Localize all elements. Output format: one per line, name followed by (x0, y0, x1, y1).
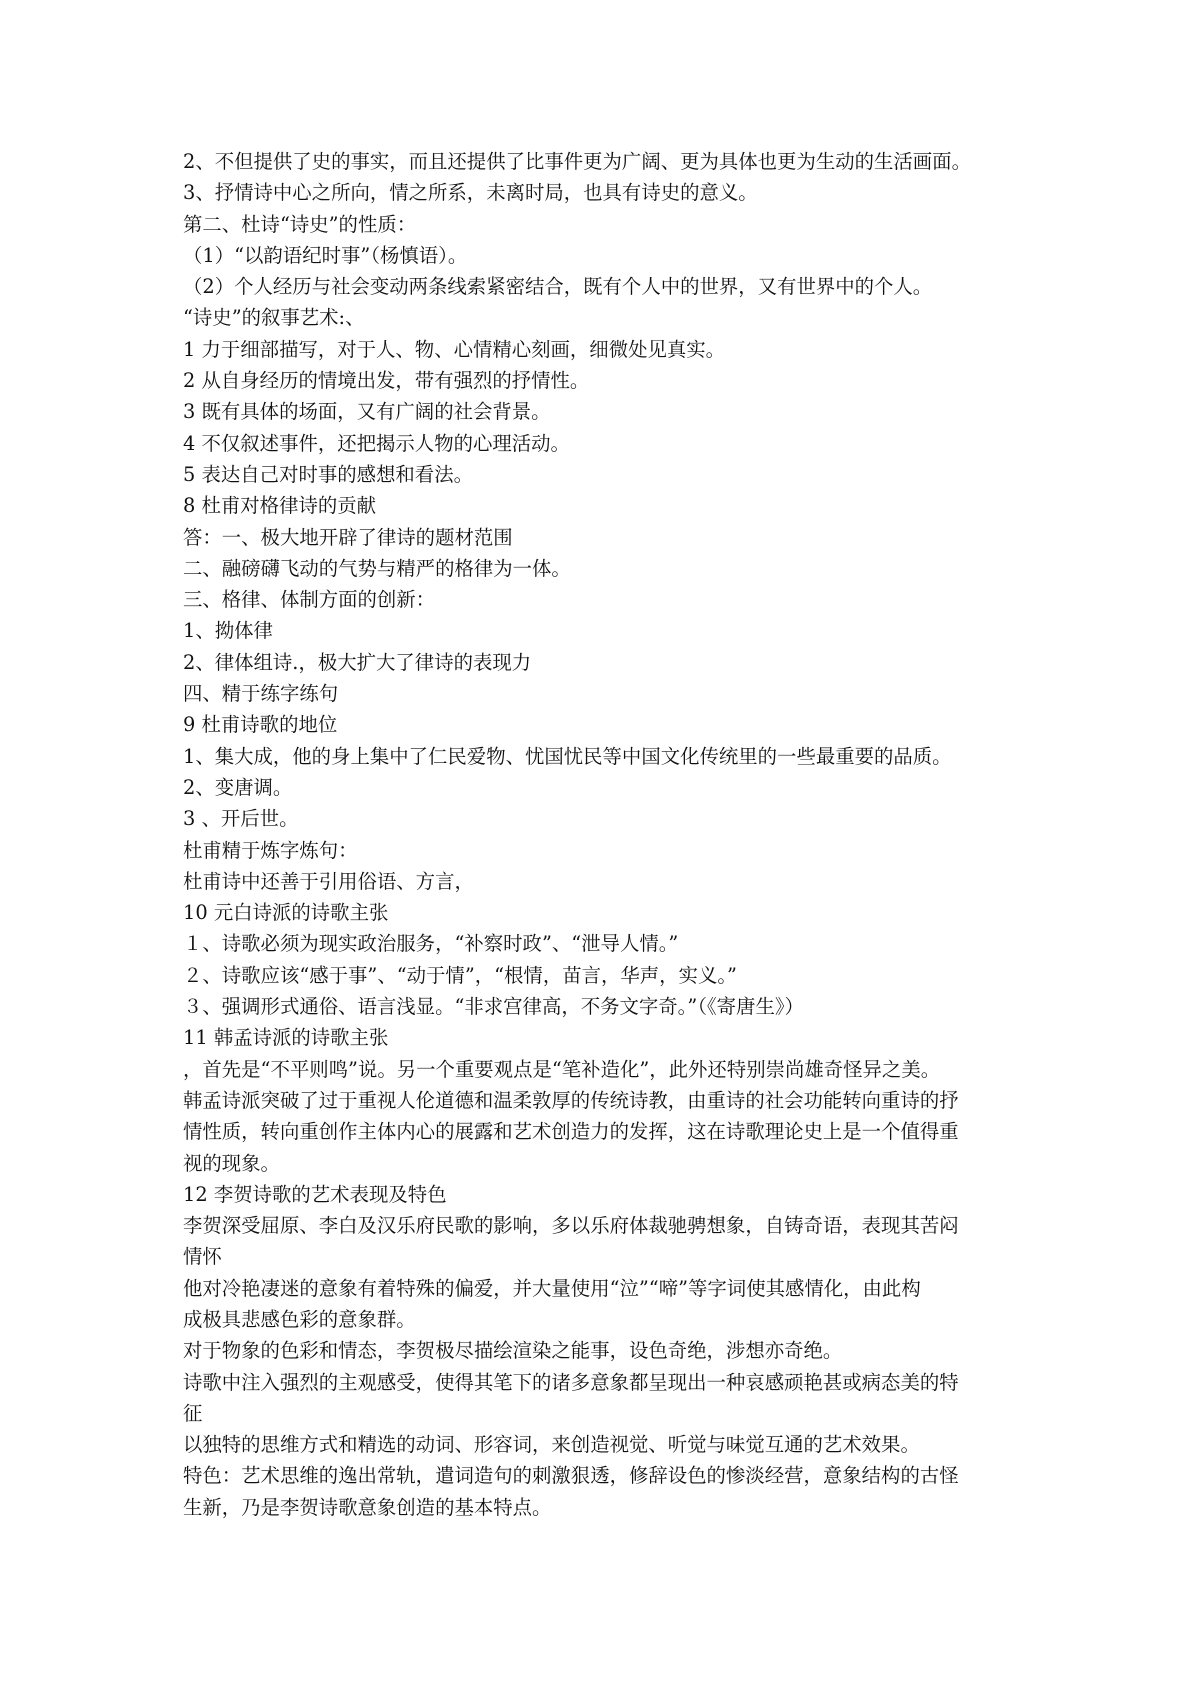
list-item: 3 既有具体的场面，又有广阔的社会背景。 (183, 400, 551, 424)
list-item: 5 表达自己对时事的感想和看法。 (183, 462, 473, 486)
text-line: 2、不但提供了史的事实，而且还提供了比事件更为广阔、更为具体也更为生动的生活画面。 (183, 150, 971, 173)
question-heading: 11 韩孟诗派的诗歌主张 (183, 1026, 389, 1050)
text-line: 情性质，转向重创作主体内心的展露和艺术创造力的发挥，这在诗歌理论史上是一个值得重 (183, 1120, 959, 1144)
section-heading: “诗史”的叙事艺术:、 (183, 306, 365, 330)
text-line: 诗歌中注入强烈的主观感受，使得其笔下的诸多意象都呈现出一种哀感顽艳甚或病态美的特 (183, 1370, 959, 1394)
list-item: 2、变唐调。 (183, 775, 293, 799)
section-heading: 第二、杜诗“诗史”的性质： (183, 212, 417, 236)
question-heading: 8 杜甫对格律诗的贡献 (183, 494, 377, 518)
text-line: 3、抒情诗中心之所向，情之所系，未离时局，也具有诗史的意义。 (183, 181, 758, 205)
text-line: 特色：艺术思维的逸出常轨，遣词造句的刺激狠透，修辞设色的惨淡经营，意象结构的古怪 (183, 1464, 959, 1488)
text-line: 征 (183, 1401, 203, 1425)
text-line: 对于物象的色彩和情态，李贺极尽描绘渲染之能事，设色奇绝，涉想亦奇绝。 (183, 1339, 843, 1363)
list-item: 1 力于细部描写，对于人、物、心情精心刻画，细微处见真实。 (183, 337, 726, 361)
list-item: ２、诗歌应该“感于事”、“动于情”，“根情，苗言，华声，实义。” (183, 963, 737, 987)
text-line: （1）“以韵语纪时事”（杨慎语）。 (183, 243, 468, 267)
text-line: 杜甫精于炼字炼句： (183, 838, 358, 862)
text-line: ，首先是“不平则鸣”说。另一个重要观点是“笔补造化”，此外还特别崇尚雄奇怪异之美。 (183, 1057, 941, 1081)
text-line: 以独特的思维方式和精选的动词、形容词，来创造视觉、听觉与味觉互通的艺术效果。 (183, 1433, 920, 1457)
text-line: 答：一、极大地开辟了律诗的题材范围 (183, 525, 513, 549)
list-item: 2 从自身经历的情境出发，带有强烈的抒情性。 (183, 369, 590, 393)
list-item: 4 不仅叙述事件，还把揭示人物的心理活动。 (183, 431, 570, 455)
list-item: 3 、开后世。 (183, 807, 299, 831)
text-line: 四、精于练字练句 (183, 682, 339, 706)
list-item: 1、集大成，他的身上集中了仁民爱物、忧国忧民等中国文化传统里的一些最重要的品质。 (183, 744, 952, 768)
text-line: （2）个人经历与社会变动两条线索紧密结合，既有个人中的世界，又有世界中的个人。 (183, 275, 933, 299)
text-line: 杜甫诗中还善于引用俗语、方言， (183, 869, 474, 893)
text-line: 视的现象。 (183, 1151, 280, 1175)
text-line: 三、格律、体制方面的创新： (183, 588, 436, 612)
text-line: 成极具悲感色彩的意象群。 (183, 1307, 416, 1331)
list-item: 2、律体组诗.，极大扩大了律诗的表现力 (183, 650, 532, 674)
list-item: １、诗歌必须为现实政治服务，“补察时政”、“泄导人情。” (183, 932, 679, 956)
text-line: 情怀 (183, 1245, 222, 1269)
text-line: 韩孟诗派突破了过于重视人伦道德和温柔敦厚的传统诗教，由重诗的社会功能转向重诗的抒 (183, 1088, 959, 1112)
text-line: 二、融磅礴飞动的气势与精严的格律为一体。 (183, 556, 571, 580)
text-line: 生新，乃是李贺诗歌意象创造的基本特点。 (183, 1495, 552, 1519)
document-body (183, 146, 1013, 1523)
question-heading: 10 元白诗派的诗歌主张 (183, 901, 389, 925)
list-item: 1、拗体律 (183, 619, 273, 643)
question-heading: 9 杜甫诗歌的地位 (183, 713, 338, 737)
list-item: ３、强调形式通俗、语言浅显。“非求宫律高，不务文字奇。”（《寄唐生》） (183, 995, 804, 1019)
text-line: 李贺深受屈原、李白及汉乐府民歌的影响，多以乐府体裁驰骋想象，自铸奇语，表现其苦闷 (183, 1214, 959, 1238)
text-line: 他对冷艳凄迷的意象有着特殊的偏爱，并大量使用“泣”“啼”等字词使其感情化，由此构 (183, 1276, 921, 1300)
question-heading: 12 李贺诗歌的艺术表现及特色 (183, 1182, 447, 1206)
